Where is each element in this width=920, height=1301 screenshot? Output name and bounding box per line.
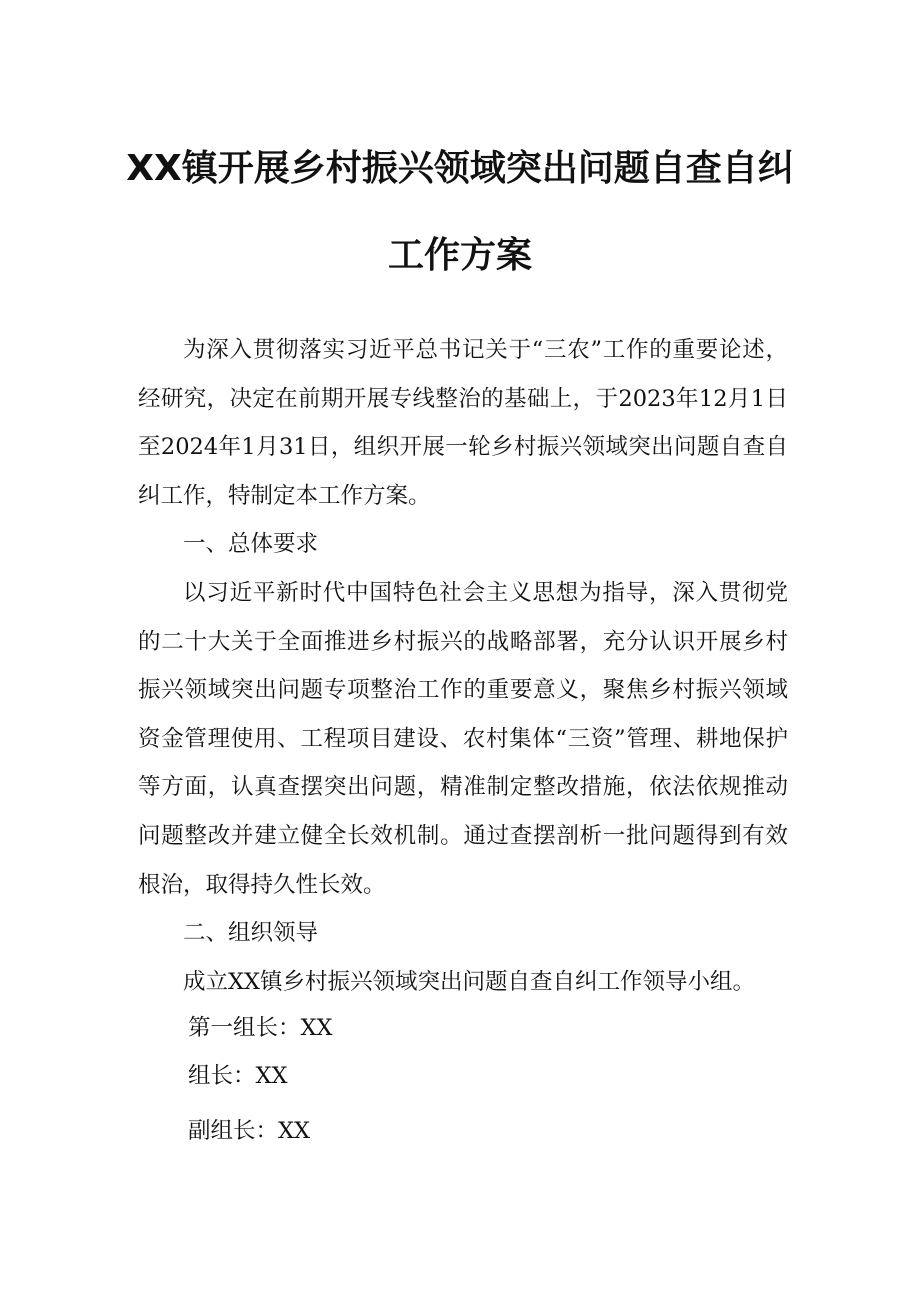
document-title-line-2: 工作方案 [387,235,532,276]
document-title-line-1: XX镇开展乡村振兴领域突出问题自查自纠 [126,148,794,189]
roster-deputy-leader: 副组长：XX [188,1118,311,1144]
roster-first-leader: 第一组长：XX [188,1015,333,1041]
leadership-group-paragraph: 成立XX镇乡村振兴领域突出问题自查自纠工作领导小组。 [183,968,756,995]
document-body [138,326,788,1006]
general-requirements-paragraph: 以习近平新时代中国特色社会主义思想为指导，深入贯彻党的二十大关于全面推进乡村振兴的战略部署，充分认识开展乡村振兴领域突出问题专项整治工作的重要意义，聚焦乡村振兴领域资金管理使用、工程项目建设、农村集体“三资”管理、耕地保护等方面，认真查摆突出问题，精准制定整改措施，依法依规推动问题整改并建立健全长效机制。通过查摆剖析一批问题得到有效根治，取得持久性长效。 [138,579,788,898]
section-heading-general-requirements: 一、总体要求 [183,531,319,558]
section-heading-organization-leadership: 二、组织领导 [183,920,319,947]
roster-leader: 组长：XX [188,1063,288,1089]
intro-paragraph: 为深入贯彻落实习近平总书记关于“三农”工作的重要论述，经研究，决定在前期开展专线整治的基础上，于2023年12月1日至2024年1月31日，组织开展一轮乡村振兴领域突出问题自查自纠工作，特制定本工作方案。 [138,337,788,509]
